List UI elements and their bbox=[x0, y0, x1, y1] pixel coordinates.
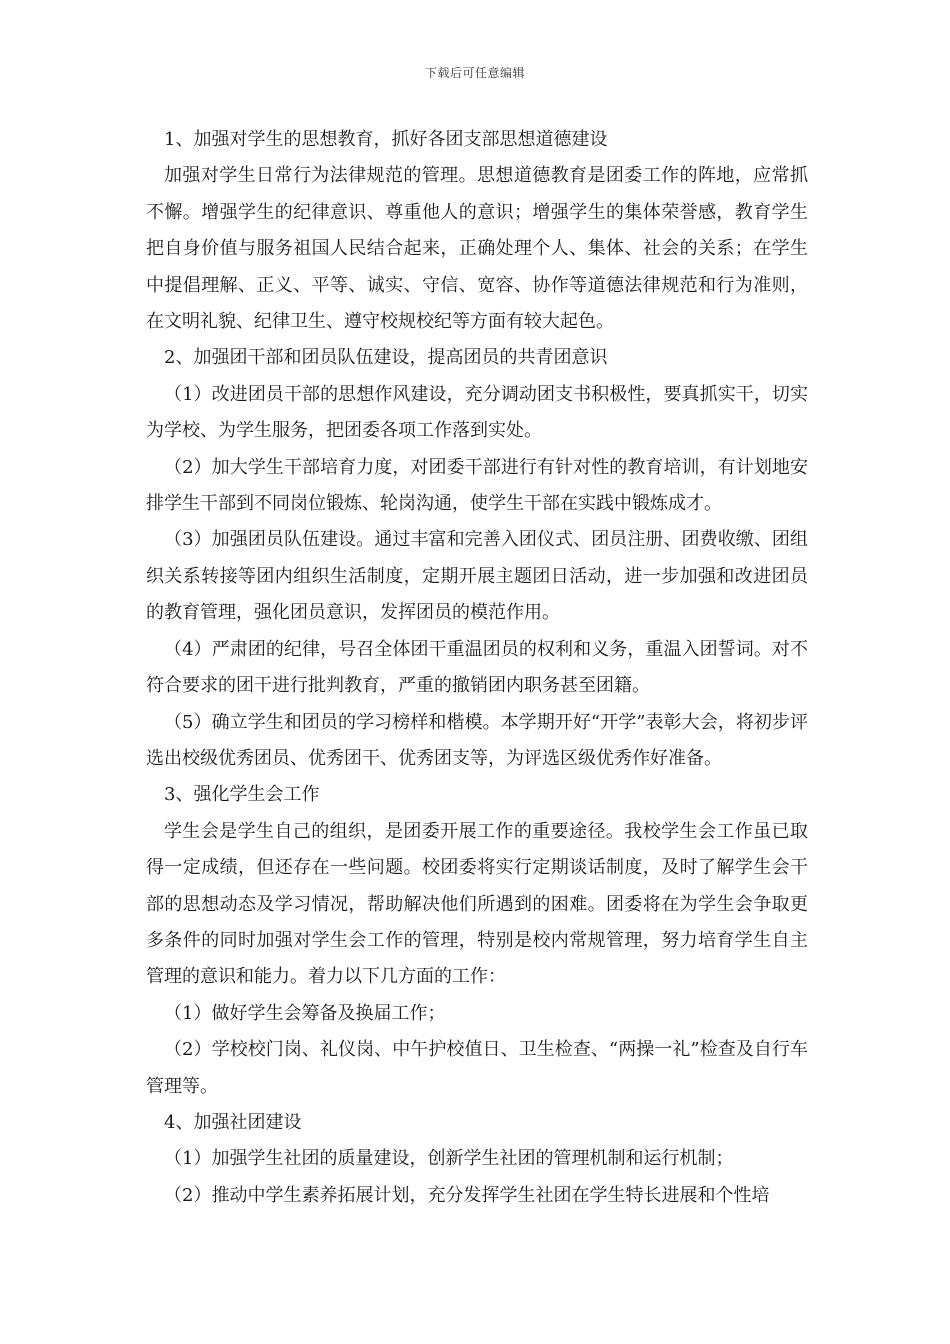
list-item: （1）改进团员干部的思想作风建设，充分调动团支书积极性，要真抓实干，切实为学校、为学生服务，把团委各项工作落到实处。 bbox=[146, 383, 808, 442]
list-item: （2）学校校门岗、礼仪岗、中午护校值日、卫生检查、“两操一礼”检查及自行车管理等。 bbox=[146, 1039, 808, 1097]
body-paragraph: 加强对学生日常行为法律规范的管理。思想道德教育是团委工作的阵地，应常抓不懈。增强学生的纪律意识、尊重他人的意识；增强学生的集体荣誉感，教育学生把自身价值与服务祖国人民结合起来，正确处理个人、集体、社会的关系；在学生中提倡理解、正义、平等、诚实、守信、宽容、协作等道德法律规范和行为准则，在文明礼貌、纪律卫生、遵守校规校纪等方面有较大起色。 bbox=[146, 165, 808, 333]
page-header: 下载后可任意编辑 bbox=[424, 66, 525, 80]
list-item: （1）加强学生社团的质量建设，创新学生社团的管理机制和运行机制； bbox=[164, 1148, 734, 1170]
list-item: （2）推动中学生素养拓展计划，充分发挥学生社团在学生特长进展和个性培 bbox=[164, 1184, 770, 1206]
document-body bbox=[146, 122, 808, 1214]
list-item: （4）严肃团的纪律，号召全体团干重温团员的权利和义务，重温入团誓词。对不符合要求的团干进行批判教育，严重的撤销团内职务甚至团籍。 bbox=[146, 638, 808, 697]
list-item: （5）确立学生和团员的学习榜样和楷模。本学期开好“开学”表彰大会，将初步评选出校级优秀团员、优秀团干、优秀团支等，为评选区级优秀作好准备。 bbox=[146, 711, 808, 769]
list-item: （3）加强团员队伍建设。通过丰富和完善入团仪式、团员注册、团费收缴、团组织关系转接等团内组织生活制度，定期开展主题团日活动，进一步加强和改进团员的教育管理，强化团员意识，发挥团员的模范作用。 bbox=[146, 529, 808, 624]
section-heading: 1、加强对学生的思想教育，抓好各团支部思想道德建设 bbox=[164, 129, 608, 150]
list-item: （1）做好学生会筹备及换届工作； bbox=[164, 1002, 446, 1024]
body-paragraph: 学生会是学生自己的组织，是团委开展工作的重要途径。我校学生会工作虽已取得一定成绩，但还存在一些问题。校团委将实行定期谈话制度，及时了解学生会干部的思想动态及学习情况，帮助解决他们所遇到的困难。团委将在为学生会争取更多条件的同时加强对学生会工作的管理，特别是校内常规管理，努力培育学生自主管理的意识和能力。着力以下几方面的工作： bbox=[146, 820, 808, 988]
list-item: （2）加大学生干部培育力度，对团委干部进行有针对性的教育培训，有计划地安排学生干部到不同岗位锻炼、轮岗沟通，使学生干部在实践中锻炼成才。 bbox=[146, 456, 808, 515]
section-heading: 3、强化学生会工作 bbox=[164, 784, 320, 806]
section-heading: 2、加强团干部和团员队伍建设，提高团员的共青团意识 bbox=[164, 347, 608, 369]
section-heading: 4、加强社团建设 bbox=[164, 1111, 302, 1133]
